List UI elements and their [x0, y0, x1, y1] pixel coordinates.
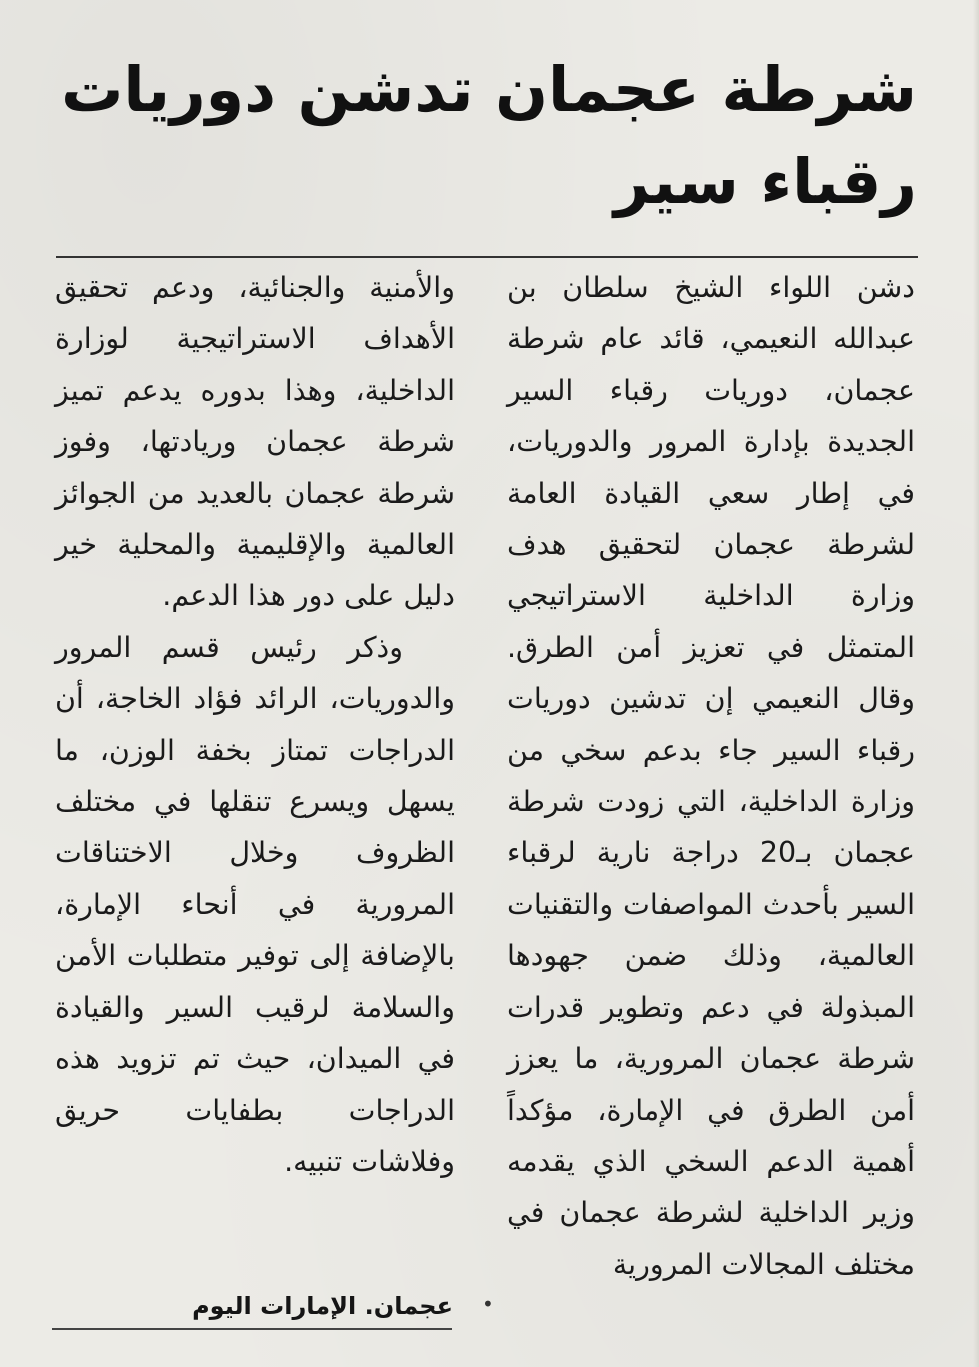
article-credit: عجمان. الإمارات اليوم	[192, 1292, 453, 1320]
bullet-mark: •	[482, 1292, 494, 1316]
article-paragraph: وذكر رئيس قسم المرور والدوريات، الرائد فؤاد الخاجة، أن الدراجات تمتاز بخفة الوزن، ما يسهل ويسرع تنقلها في مختلف الظروف وخلال الاختناقات المرورية في أنحاء الإمارة، بالإضافة إلى توفير متطلبات الأمن والسلامة لرقيب السير والقيادة في الميدان، حيث تم تزويد هذه الدراجات بطفايات حريق وفلاشات تنبيه.	[55, 630, 455, 1178]
page-edge-shadow	[973, 0, 979, 1367]
article-paragraph: دشن اللواء الشيخ سلطان بن عبدالله النعيمي، قائد عام شرطة عجمان، دوريات رقباء السير الجديدة بإدارة المرور والدوريات، في إطار سعي القيادة العامة لشرطة عجمان لتحقيق هدف وزارة الداخلية الاستراتيجي المتمثل في تعزيز أمن الطرق. وقال النعيمي إن تدشين دوريات رقباء السير جاء بدعم سخي من وزارة الداخلية، التي زودت شرطة عجمان بـ20 دراجة نارية لرقباء السير بأحدث المواصفات والتقنيات العالمية، وذلك ضمن جهودها المبذولة في دعم وتطوير قدرات شرطة عجمان المرورية، ما يعزز أمن الطرق في الإمارة، مؤكداً أهمية الدعم السخي الذي يقدمه وزير الداخلية لشرطة عجمان في مختلف المجالات المرورية	[507, 271, 915, 1281]
article-headline: شرطة عجمان تدشن دوريات رقباء سير	[61, 53, 917, 218]
credit-underline	[52, 1328, 452, 1330]
article-column-right	[507, 262, 915, 1290]
article-paragraph: والأمنية والجنائية، ودعم تحقيق الأهداف الاستراتيجية لوزارة الداخلية، وهذا بدوره يدعم تميز شرطة عجمان وريادتها، وفوز شرطة عجمان بالعديد من الجوائز العالمية والإقليمية والمحلية خير دليل على دور هذا الدعم.	[55, 271, 455, 613]
article-column-left	[55, 262, 455, 1187]
headline-divider	[56, 256, 918, 258]
